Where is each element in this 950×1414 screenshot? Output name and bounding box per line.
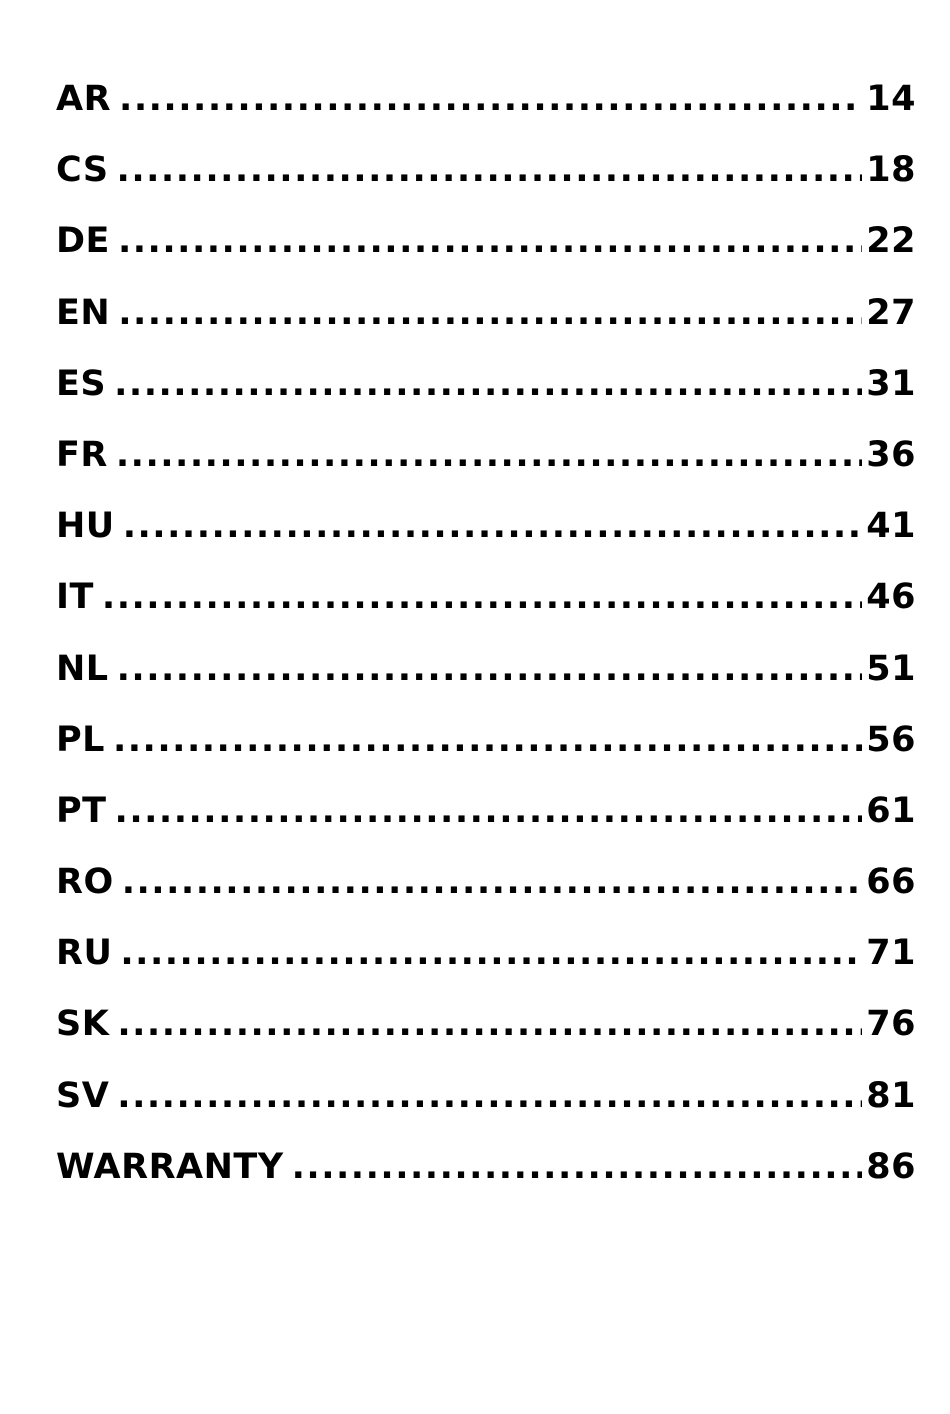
toc-entry-ru[interactable] (56, 927, 916, 998)
toc-entry-cs[interactable] (56, 144, 916, 215)
dot-leader (116, 429, 862, 481)
toc-entry-page: 22 (866, 221, 916, 262)
dot-leader (120, 927, 862, 979)
toc-entry-page: 14 (866, 79, 916, 119)
dot-leader (123, 500, 863, 552)
dot-leader (117, 643, 863, 695)
toc-entry-label: PT (56, 790, 107, 831)
toc-entry-label: SV (56, 1075, 110, 1116)
toc-entry-nl[interactable] (56, 643, 916, 714)
dot-leader (118, 287, 862, 339)
toc-entry-label: IT (56, 577, 94, 618)
toc-entry-fr[interactable] (56, 429, 916, 500)
toc-entry-label: WARRANTY (56, 1146, 284, 1187)
toc-entry-page: 27 (866, 292, 916, 333)
toc-entry-label: RU (56, 933, 113, 974)
toc-entry-page: 31 (866, 363, 916, 404)
dot-leader (119, 73, 862, 125)
dot-leader (102, 571, 862, 623)
toc-entry-page: 71 (866, 933, 916, 974)
dot-leader (115, 785, 863, 837)
toc-entry-label: SK (56, 1004, 110, 1045)
toc-entry-hu[interactable] (56, 500, 916, 571)
toc-entry-label: ES (56, 363, 107, 404)
toc-entry-pt[interactable] (56, 785, 916, 856)
toc-entry-es[interactable] (56, 358, 916, 429)
toc-entry-label: CS (56, 150, 109, 191)
toc-entry-it[interactable] (56, 571, 916, 642)
toc-entry-ro[interactable] (56, 856, 916, 927)
toc-entry-label: HU (56, 506, 115, 547)
toc-entry-page: 66 (866, 862, 916, 903)
toc-entry-page: 18 (866, 150, 916, 191)
toc-entry-page: 36 (866, 434, 916, 475)
toc-entry-label: PL (56, 719, 105, 760)
toc-entry-en[interactable] (56, 287, 916, 358)
dot-leader (118, 215, 862, 267)
dot-leader (117, 144, 863, 196)
toc-entry-page: 56 (866, 719, 916, 760)
toc-entry-page: 76 (866, 1004, 916, 1045)
toc-entry-label: NL (56, 648, 109, 689)
toc-entry-page: 51 (866, 648, 916, 689)
toc-entry-label: DE (56, 221, 110, 262)
toc-entry-pl[interactable] (56, 714, 916, 785)
toc-entry-page: 86 (866, 1146, 916, 1187)
toc-entry-ar[interactable] (56, 73, 916, 144)
toc-entry-sk[interactable] (56, 998, 916, 1069)
dot-leader (114, 358, 862, 410)
dot-leader (292, 1141, 863, 1193)
toc-entry-page: 61 (866, 790, 916, 831)
toc-entry-de[interactable] (56, 215, 916, 286)
toc-entry-page: 41 (866, 506, 916, 547)
dot-leader (117, 998, 862, 1050)
toc-entry-page: 81 (866, 1075, 916, 1116)
toc-entry-sv[interactable] (56, 1070, 916, 1141)
toc-entry-page: 46 (866, 577, 916, 618)
toc-entry-warranty[interactable] (56, 1141, 916, 1212)
toc-entry-label: FR (56, 434, 108, 475)
dot-leader (117, 1070, 862, 1122)
toc-entry-label: AR (56, 79, 112, 119)
toc-entry-label: EN (56, 292, 111, 333)
dot-leader (122, 856, 863, 908)
table-of-contents (56, 73, 916, 1212)
dot-leader (113, 714, 862, 766)
toc-entry-label: RO (56, 862, 114, 903)
